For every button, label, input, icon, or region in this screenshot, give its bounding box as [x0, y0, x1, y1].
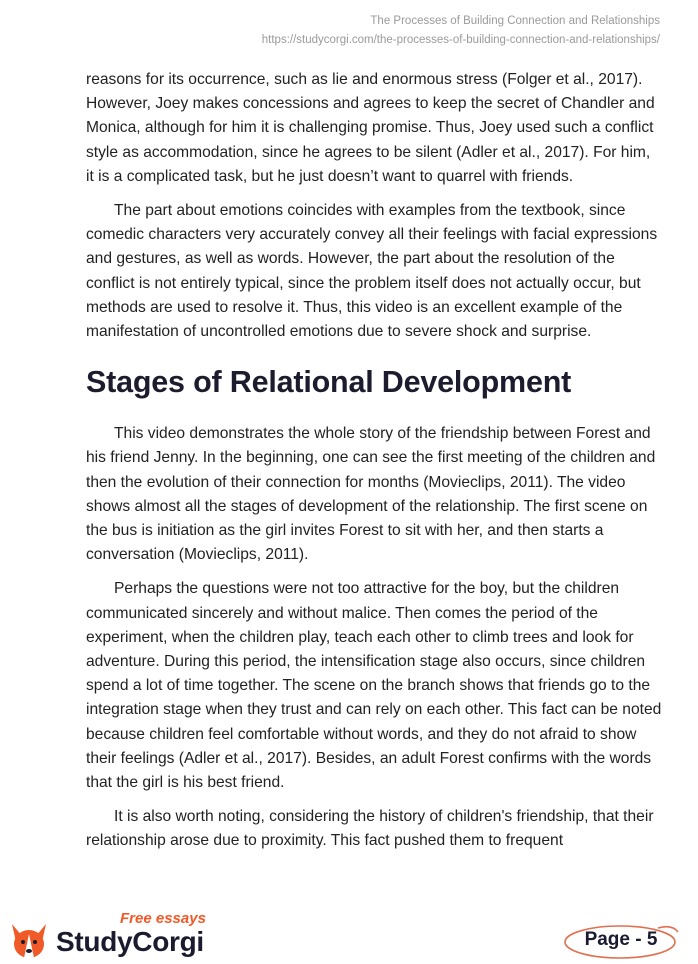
page-header [262, 12, 660, 50]
corgi-logo-icon [8, 920, 50, 962]
paragraph-5: It is also worth noting, considering the history of children's friendship, that their relationship arose due to proximity. This fact pushed them to frequent [86, 808, 654, 850]
page-number: Page - 5 [584, 929, 658, 950]
document-body [86, 68, 662, 864]
paragraph-1: reasons for its occurrence, such as lie and enormous stress (Folger et al., 2017). However, Joey makes concessions and agrees to keep the secret of Chandler and Monica, although for him it is challenging promise. Thus, Joey used such a conflict style as accommodation, since he agrees to be silent (Adler et al., 2017). For him, it is a complicated task, but he just doesn’t want to quarrel with friends. [86, 71, 655, 185]
paragraph-3: This video demonstrates the whole story of the friendship between Forest and his friend Jenny. In the beginning, one can see the first meeting of the children and then the evolution of their connection for months (Movieclips, 2011). The video shows almost all the stages of development of the relationship. The first scene on the bus is initiation as the girl invites Forest to sit with her, and then starts a conversation (Movieclips, 2011). [86, 425, 656, 564]
document-title: The Processes of Building Connection and Relationships [370, 15, 660, 27]
tagline: Free essays [120, 910, 206, 927]
paragraph-4: Perhaps the questions were not too attractive for the boy, but the children communicated sincerely and without malice. Then comes the period of the experiment, when the children play, teach each other to climb trees and look for adventure. During this period, the intensification stage also occurs, since children spend a lot of time together. The scene on the branch shows that friends go to the integration stage when they trust and can rely on each other. This fact can be noted because children feel comfortable without words, and they do not afraid to show their feelings (Adler et al., 2017). Besides, an adult Forest confirms with the words that the girl is his best friend. [86, 580, 662, 792]
page-number-badge [562, 922, 680, 960]
paragraph-2: The part about emotions coincides with examples from the textbook, since comedic characters very accurately convey all their feelings with facial expressions and gestures, as well as words. However, the part about the resolution of the conflict is not entirely typical, since the problem itself does not actually occur, but methods are used to resolve it. Thus, this video is an excellent example of the manifestation of uncontrolled emotions due to severe shock and surprise. [86, 202, 658, 341]
section-heading: Stages of Relational Development [86, 365, 572, 400]
document-url[interactable]: https://studycorgi.com/the-processes-of-building-connection-and-relationships/ [261, 34, 660, 46]
brand-name: StudyCorgi [56, 926, 204, 957]
studycorgi-logo[interactable] [8, 910, 218, 962]
